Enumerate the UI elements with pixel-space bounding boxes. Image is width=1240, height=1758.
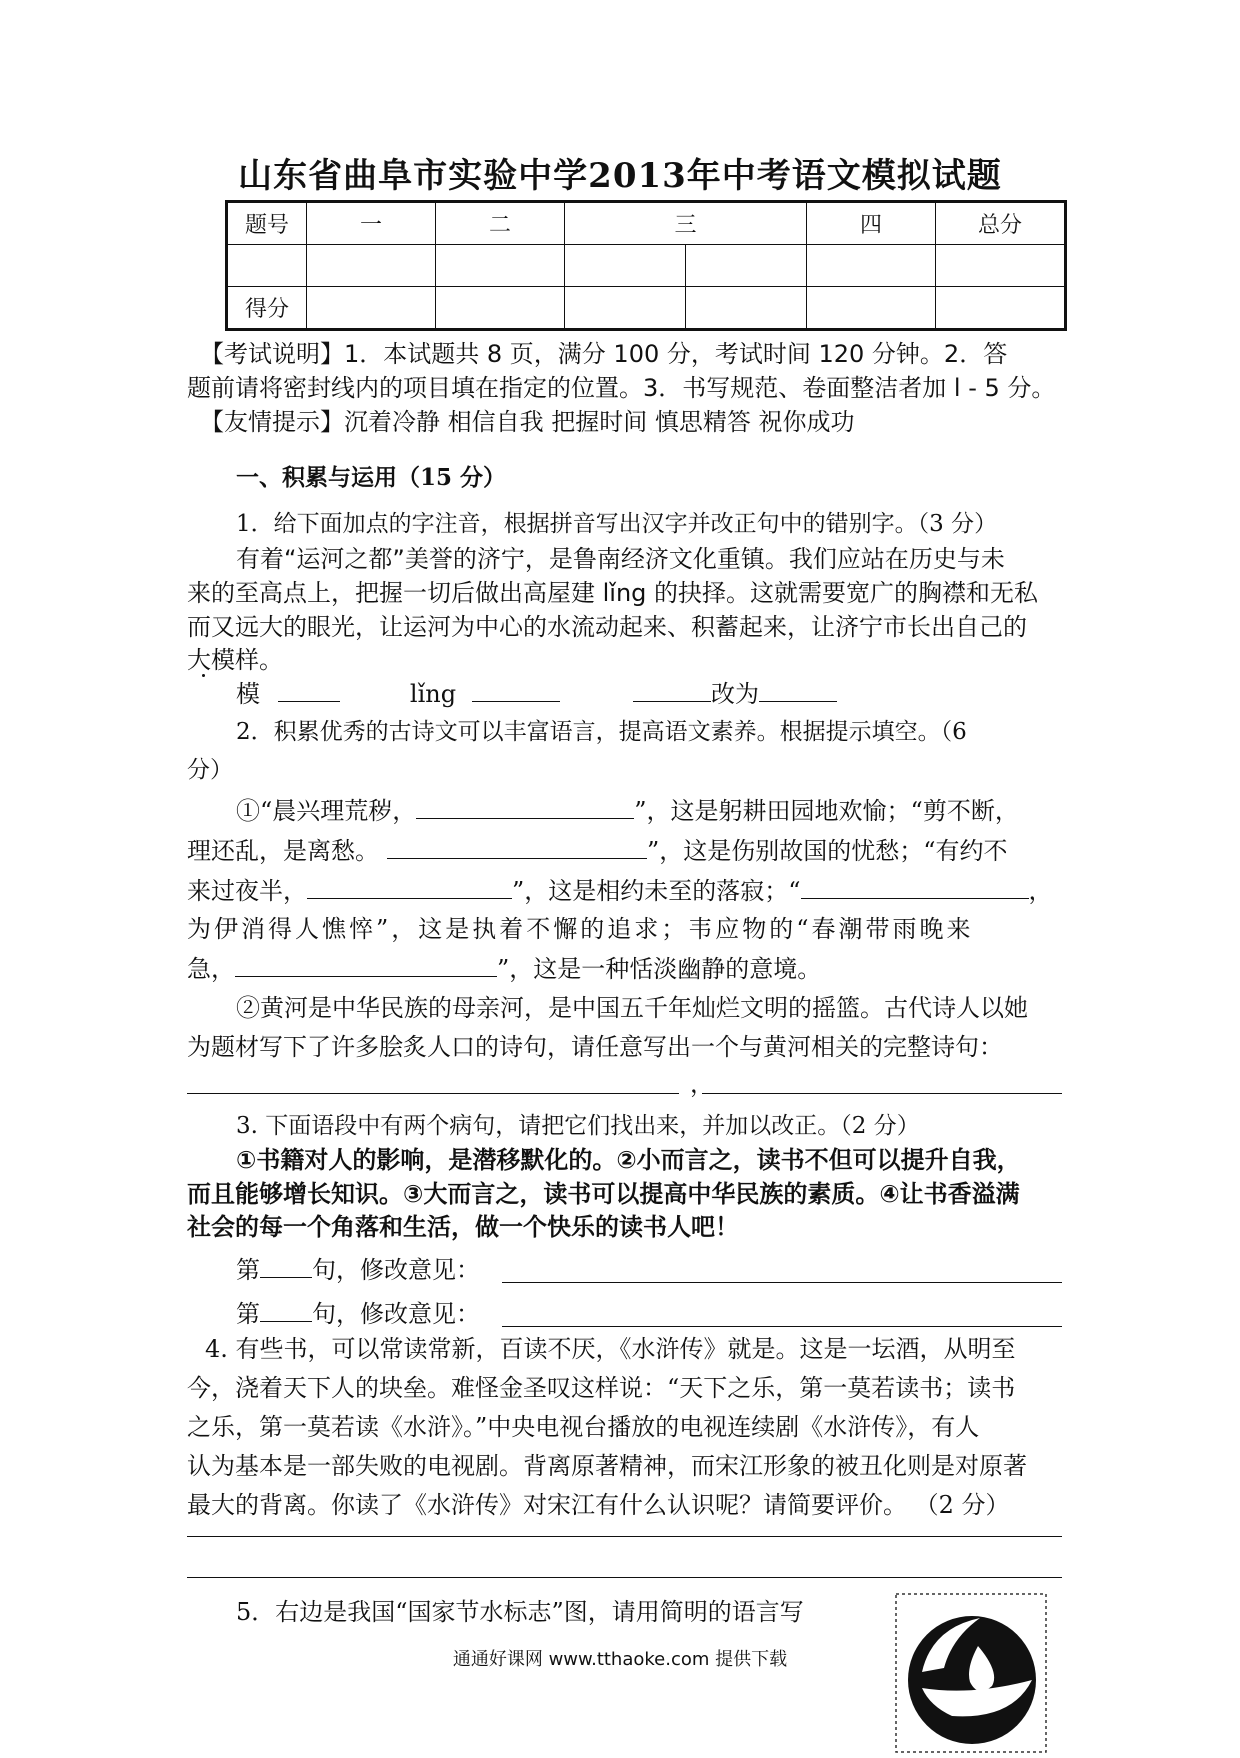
row-label: 第 <box>236 1256 260 1284</box>
table-header-cell: 三 <box>565 202 807 245</box>
question-line: 今，浇着天下人的块垒。难怪金圣叹这样说：“天下之乐，第一莫若读书；读书 <box>187 1374 1016 1402</box>
blank-row <box>236 675 837 712</box>
score-table <box>225 200 1067 331</box>
answer-line[interactable] <box>702 1093 1062 1094</box>
poem-text: ”，这是伤别故国的忧愁；“有约不 <box>647 837 1008 865</box>
table-cell[interactable] <box>436 287 565 330</box>
table-cell[interactable] <box>565 245 686 287</box>
answer-line[interactable] <box>502 1326 1062 1327</box>
table-cell[interactable] <box>807 245 936 287</box>
passage-line: 大模样。 <box>187 646 283 674</box>
poem-text: ”，这是相约未至的落寂；“ <box>512 877 801 905</box>
table-header-cell: 总分 <box>936 202 1066 245</box>
question-line: 认为基本是一部失败的电视剧。背离原著精神，而宋江形象的被丑化则是对原著 <box>187 1452 1027 1480</box>
table-header-cell: 一 <box>307 202 436 245</box>
answer-blank[interactable] <box>278 675 340 702</box>
separator-comma: ， <box>690 1070 714 1098</box>
water-saving-logo-icon <box>892 1588 1050 1754</box>
answer-blank[interactable] <box>387 832 647 859</box>
answer-blank[interactable] <box>260 1295 312 1322</box>
answer-line[interactable] <box>502 1282 1062 1283</box>
poem-text: ， <box>1028 877 1053 905</box>
poem-line <box>187 872 1053 909</box>
answer-blank[interactable] <box>260 1251 312 1278</box>
table-row <box>227 287 1066 330</box>
question-stem: 3. 下面语段中有两个病句，请把它们找出来，并加以改正。（2 分） <box>236 1113 920 1139</box>
emphasis-dot <box>202 674 205 677</box>
table-header-cell: 二 <box>436 202 565 245</box>
passage-line: 而又远大的眼光，让运河为中心的水流动起来、积蓄起来，让济宁市长出自己的 <box>187 613 1027 641</box>
answer-blank[interactable] <box>759 675 837 702</box>
table-row <box>227 245 1066 287</box>
question-stem: 分） <box>187 757 233 783</box>
blank-label: 改为 <box>711 680 760 708</box>
table-cell[interactable] <box>436 245 565 287</box>
answer-blank[interactable] <box>801 872 1029 899</box>
poem-text: ”，这是一种恬淡幽静的意境。 <box>497 955 822 983</box>
table-cell[interactable] <box>565 287 686 330</box>
table-cell <box>227 245 307 287</box>
answer-blank[interactable] <box>307 872 512 899</box>
passage-line: ①书籍对人的影响，是潜移默化的。②小而言之，读书不但可以提升自我， <box>236 1146 1021 1174</box>
row-label: 句，修改意见： <box>312 1256 480 1284</box>
row-label: 句，修改意见： <box>312 1300 480 1328</box>
answer-line[interactable] <box>187 1536 1062 1537</box>
poem-text: 急， <box>187 955 235 983</box>
table-cell[interactable] <box>307 245 436 287</box>
revision-row <box>236 1295 480 1332</box>
table-cell[interactable] <box>807 287 936 330</box>
section-heading: 一、积累与运用（15 分） <box>236 464 507 491</box>
question-line: 4. 有些书，可以常读常新，百读不厌，《水浒传》就是。这是一坛酒，从明至 <box>205 1335 1016 1363</box>
question-stem: 5．右边是我国“国家节水标志”图，请用简明的语言写 <box>236 1598 804 1626</box>
instructions-line: 【考试说明】1．本试题共 8 页，满分 100 分，考试时间 120 分钟。2．答 <box>200 340 1008 368</box>
row-label: 第 <box>236 1300 260 1328</box>
answer-blank[interactable] <box>472 675 560 702</box>
answer-blank[interactable] <box>235 950 497 977</box>
poem-line <box>187 950 821 987</box>
poem-text: ①“晨兴理荒秽， <box>236 797 417 825</box>
passage-line: 社会的每一个角落和生活，做一个快乐的读书人吧！ <box>187 1213 739 1241</box>
poem-text: 理还乱，是离愁。 <box>187 837 379 865</box>
poem-line <box>236 792 1019 829</box>
blank-label: lǐng <box>409 680 457 708</box>
blank-label: 模 <box>236 680 260 708</box>
table-cell[interactable] <box>685 287 806 330</box>
table-header-cell: 题号 <box>227 202 307 245</box>
page-footer: 通通好课网 www.tthaoke.com 提供下载 <box>452 1649 788 1670</box>
table-row <box>227 202 1066 245</box>
answer-line[interactable] <box>187 1093 679 1094</box>
table-cell[interactable] <box>936 245 1066 287</box>
poem-line <box>187 832 1008 869</box>
answer-line[interactable] <box>187 1577 1062 1578</box>
score-label-cell: 得分 <box>227 287 307 330</box>
passage-line: 来的至高点上，把握一切后做出高屋建 lǐng 的抉择。这就需要宽广的胸襟和无私 <box>187 579 1039 607</box>
table-cell[interactable] <box>307 287 436 330</box>
question-line: 之乐，第一莫若读《水浒》。”中央电视台播放的电视连续剧《水浒传》，有人 <box>187 1413 980 1441</box>
poem-line: 为伊消得人憔悴”，这是执着不懈的追求；韦应物的“春潮带雨晚来 <box>187 915 974 943</box>
poem-line: ②黄河是中华民族的母亲河，是中国五千年灿烂文明的摇篮。古代诗人以她 <box>236 994 1028 1022</box>
question-line: 最大的背离。你读了《水浒传》对宋江有什么认识呢？请简要评价。 （2 分） <box>187 1491 1010 1519</box>
passage-line: 而且能够增长知识。③大而言之，读书可以提高中华民族的素质。④让书香溢满 <box>187 1180 1020 1208</box>
answer-blank[interactable] <box>633 675 711 702</box>
friendly-tip: 【友情提示】沉着冷静 相信自我 把握时间 慎思精答 祝你成功 <box>200 408 855 436</box>
table-cell[interactable] <box>685 245 806 287</box>
table-cell[interactable] <box>936 287 1066 330</box>
revision-row <box>236 1251 480 1288</box>
poem-line: 为题材写下了许多脍炙人口的诗句，请任意写出一个与黄河相关的完整诗句： <box>187 1033 1003 1061</box>
instructions-line: 题前请将密封线内的项目填在指定的位置。3．书写规范、卷面整洁者加 l - 5 分。 <box>187 374 1056 402</box>
poem-text: 来过夜半， <box>187 877 307 905</box>
page-title: 山东省曲阜市实验中学2013年中考语文模拟试题 <box>238 156 1002 196</box>
poem-text: ”，这是躬耕田园地欢愉；“剪不断， <box>634 797 1019 825</box>
answer-blank[interactable] <box>416 792 634 819</box>
question-stem: 2．积累优秀的古诗文可以丰富语言，提高语文素养。根据提示填空。（6 <box>236 719 967 745</box>
passage-line: 有着“运河之都”美誉的济宁，是鲁南经济文化重镇。我们应站在历史与未 <box>236 545 1005 573</box>
question-stem: 1．给下面加点的字注音，根据拼音写出汉字并改正句中的错别字。（3 分） <box>236 511 998 537</box>
table-header-cell: 四 <box>807 202 936 245</box>
